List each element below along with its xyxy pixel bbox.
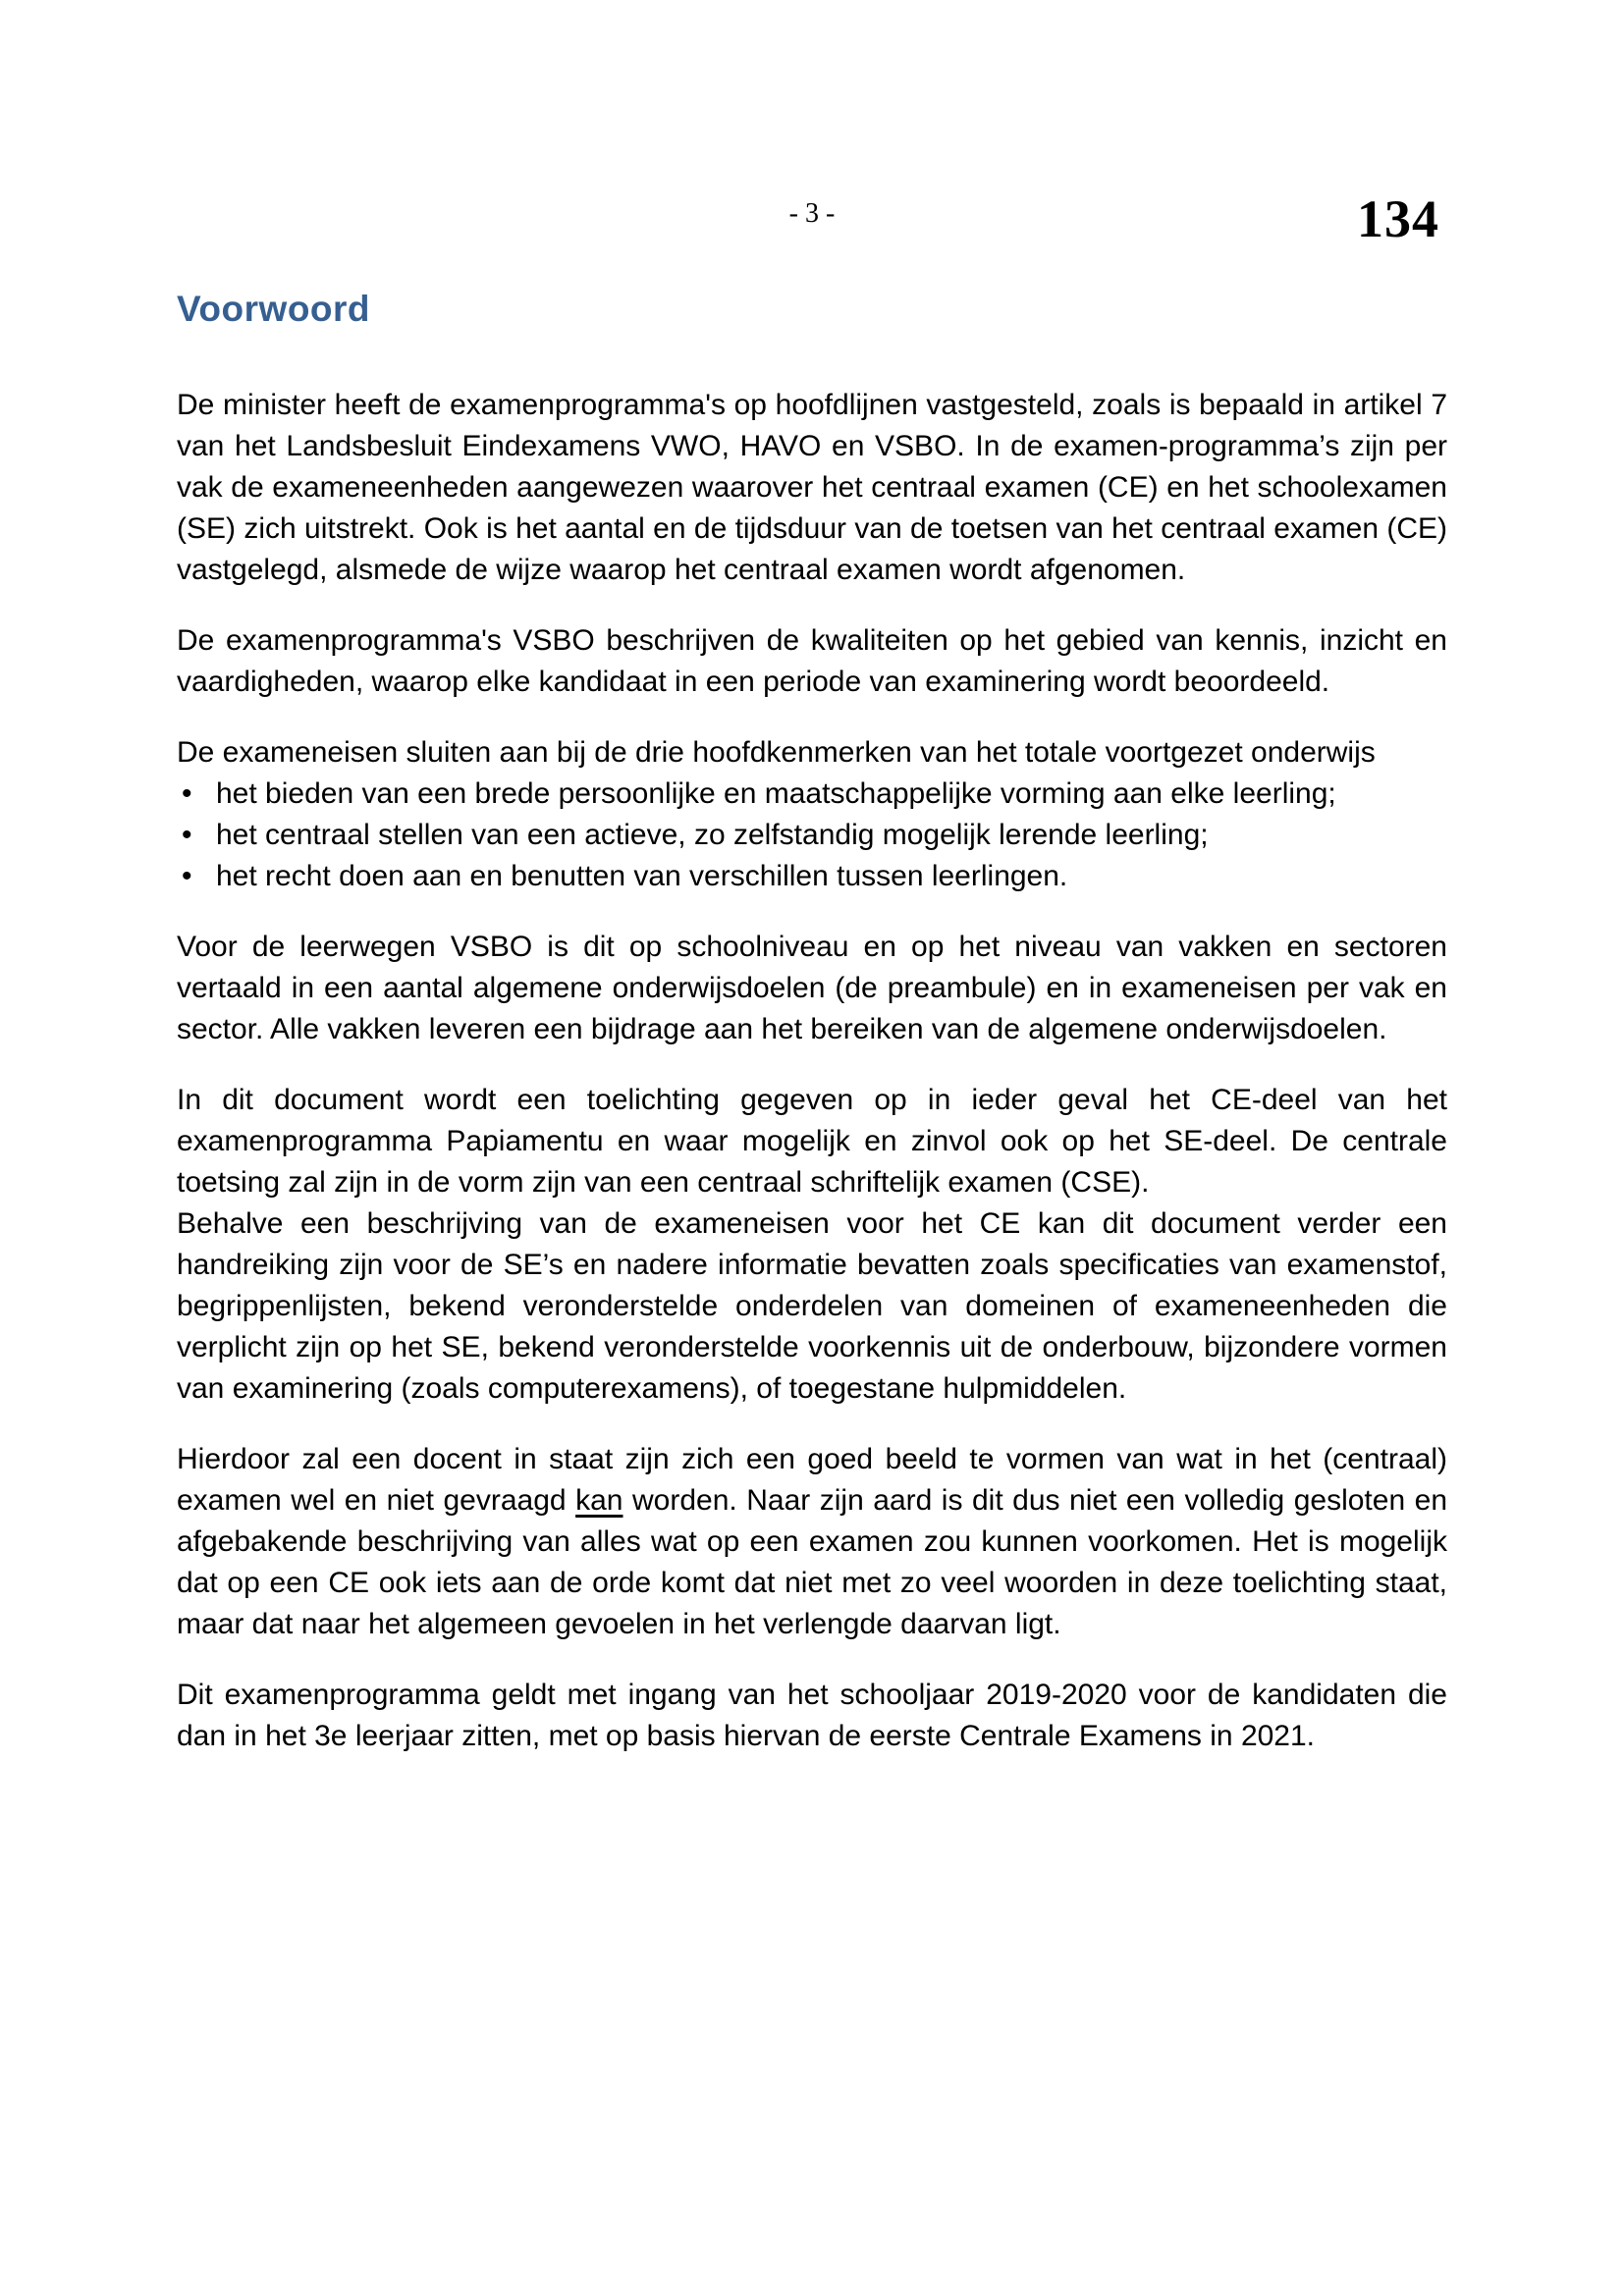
bullet-icon: • — [182, 860, 192, 892]
paragraph-geldigheid: Dit examenprogramma geldt met ingang van het schooljaar 2019-2020 voor de kandidaten die dan in het 3e leerjaar zitten, met op basis hiervan de eerste Centrale Examens in 2021. — [177, 1679, 1447, 1752]
stamp-page-number: 134 — [1357, 189, 1439, 248]
paragraph-leerwegen: Voor de leerwegen VSBO is dit op schoolniveau en op het niveau van vakken en sectoren vertaald in een aantal algemene onderwijsdoelen (de preambule) en in exameneisen per vak en sector. Alle vakken leveren een bijdrage aan het bereiken van de algemene onderwijsdoelen. — [177, 931, 1447, 1045]
list-item — [177, 815, 1447, 856]
list-item — [177, 774, 1447, 815]
page-title: Voorwoord — [177, 289, 371, 329]
paragraph-exameneisen-intro: De exameneisen sluiten aan bij de drie hoofdkenmerken van het totale voortgezet onderwijs — [177, 736, 1376, 769]
list-item — [177, 856, 1447, 897]
paragraph-text-after: worden. Naar zijn aard is dit dus niet een volledig gesloten en afgebakende beschrijving van alles wat op een examen zou kunnen voorkomen. Het is mogelijk dat op een CE ook iets aan de orde komt dat niet met zo veel woorden in deze toelichting staat, maar dat naar het algemeen gevoelen in het verlengde daarvan ligt. — [177, 1484, 1448, 1640]
list-item-text: het recht doen aan en benutten van verschillen tussen leerlingen. — [216, 860, 1068, 892]
underlined-word: kan — [575, 1484, 623, 1517]
list-item-text: het centraal stellen van een actieve, zo zelfstandig mogelijk lerende leerling; — [216, 819, 1209, 851]
bullet-list — [177, 774, 1447, 897]
document-content — [177, 0, 1447, 1787]
paragraph-text-before: Hierdoor zal een docent in staat zijn zich een goed beeld te vormen van wat in het (centraal) examen wel en niet gevraagd — [177, 1443, 1447, 1517]
list-item-text: het bieden van een brede persoonlijke en maatschappelijke vorming aan elke leerling; — [216, 777, 1336, 810]
paragraph-document-toelichting: In dit document wordt een toelichting gegeven op in ieder geval het CE-deel van het examenprogramma Papiamentu en waar mogelijk en zinvol ook op het SE-deel. De centrale toetsing zal zijn in de vorm zijn van een centraal schriftelijk examen (CSE). — [177, 1084, 1447, 1199]
paragraph-hierdoor — [177, 1439, 1447, 1645]
bullet-icon: • — [182, 777, 192, 810]
bullet-icon: • — [182, 819, 192, 851]
paragraph-examenprogrammas-vsbo: De examenprogramma's VSBO beschrijven de kwaliteiten op het gebied van kennis, inzicht en vaardigheden, waarop elke kandidaat in een periode van examinering wordt beoordeeld. — [177, 624, 1447, 698]
page-number: - 3 - — [788, 198, 836, 229]
paragraph-behalve: Behalve een beschrijving van de exameneisen voor het CE kan dit document verder een handreiking zijn voor de SE’s en nadere informatie bevatten zoals specificaties van examenstof, begrippenlijsten, bekend veronderstelde onderdelen van domeinen of exameneenheden die verplicht zijn op het SE, bekend veronderstelde voorkennis uit de onderbouw, bijzondere vormen van examinering (zoals computerexamens), of toegestane hulpmiddelen. — [177, 1207, 1447, 1405]
paragraph-minister: De minister heeft de examenprogramma's op hoofdlijnen vastgesteld, zoals is bepaald in artikel 7 van het Landsbesluit Eindexamens VWO, HAVO en VSBO. In de examen-programma’s zijn per vak de exameneenheden aangewezen waarover het centraal examen (CE) en het schoolexamen (SE) zich uitstrekt. Ook is het aantal en de tijdsduur van de toetsen van het centraal examen (CE) vastgelegd, alsmede de wijze waarop het centraal examen wordt afgenomen. — [177, 389, 1447, 586]
